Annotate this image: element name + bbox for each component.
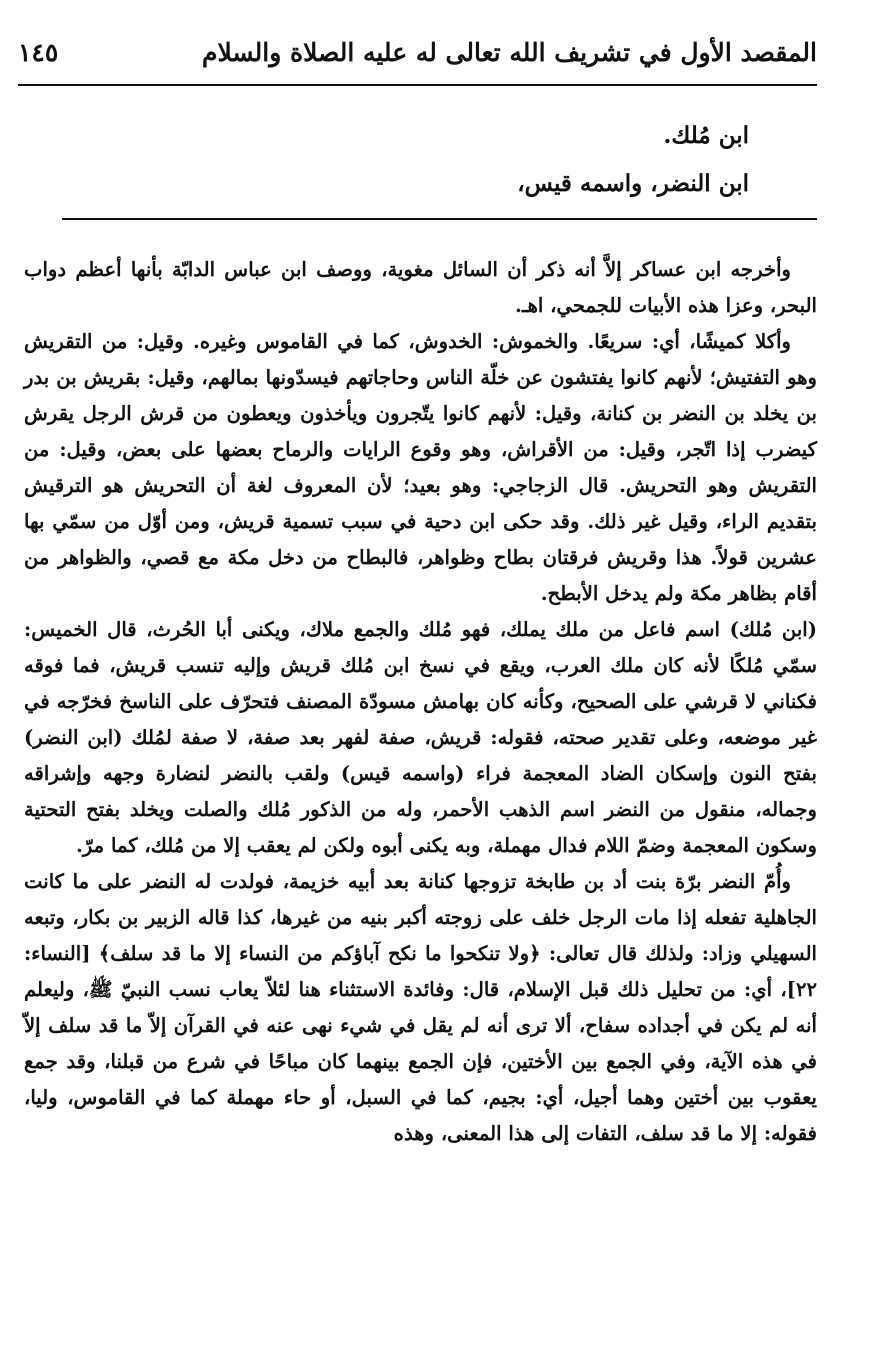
commentary-paragraph: وأخرجه ابن عساكر إلاَّ أنه ذكر أن السائل مغوية، ووصف ابن عباس الدابّة بأنها أعظم دواب البحر، وعزا هذه الأبيات للجمحي، اهـ. bbox=[24, 258, 817, 317]
quoted-term: (ابن النضر) bbox=[24, 726, 123, 749]
commentary-paragraph bbox=[24, 612, 817, 864]
commentary-span: اسم فاعل من ملك يملك، فهو مُلك والجمع ملاك، ويكنى أبا الحُرث، قال الخميس: سمّي مُلكًا لأنه كان ملك العرب، ويقع في نسخ ابن مُلك قريش وإليه تنسب قريش، فما فوقه فكناني لا قرشي على الصحيح، وكأنه كان بهامش مسودّة المصنف فتحرّف على الناسخ فخرّجه في غير موضعه، وعلى تقدير صحته، فقوله: قريش، صفة لفهر بعد صفة، لا صفة لمُلك bbox=[24, 618, 817, 749]
commentary-span: ولقب بالنضر لنضارة وجهه وإشراقه وجماله، منقول من النضر اسم الذهب الأحمر، وله من الذكور مُلك والصلت ويخلد بفتح التحتية وسكون المعجمة وضمّ اللام فدال مهملة، وبه يكنى أبوه ولكن لم يعقب إلا من مُلك، كما مرّ. bbox=[24, 762, 817, 857]
commentary-span: بفتح النون وإسكان الضاد المعجمة فراء bbox=[464, 762, 818, 785]
page-number: ١٤٥ bbox=[18, 38, 59, 67]
commentary-paragraph: وأكلا كميشًا، أي: سريعًا. والخموش: الخدوش، كما في القاموس وغيره. وقيل: من التقريش وهو التفتيش؛ لأنهم كانوا يفتشون عن خلّة الناس وحاجاتهم فيسدّونها بمالهم، وقيل: بقريش بن بدر بن يخلد بن النضر بن كنانة، وقيل: لأنهم كانوا يتّجرون ويأخذون ويعطون من قرش الرجل يقرش كيضرب إذا اتّجر، وقيل: من الأقراش، وهو وقوع الرايات والرماح بعضها على بعض، وقيل: من التقريش وهو التحريش. قال الزجاجي: وهو بعيد؛ لأن المعروف لغة أن التحريش هو الترقيش بتقديم الراء، وقيل غير ذلك. وقد حكى ابن دحية في سبب تسمية قريش، ومن أوّل من سمّي بها عشرين قولاً. هذا وقريش فرقتان بطاح وظواهر، فالبطاح من دخل مكة مع قصي، والظواهر من أقام بظاهر مكة ولم يدخل الأبطح. bbox=[24, 330, 817, 605]
commentary-text bbox=[24, 252, 817, 1152]
running-header bbox=[18, 34, 817, 86]
separator-line bbox=[62, 218, 817, 220]
main-text bbox=[517, 112, 749, 208]
header-title: المقصد الأول في تشريف الله تعالى له عليه الصلاة والسلام bbox=[201, 38, 817, 67]
main-text-line: ابن مُلك. bbox=[663, 122, 749, 149]
quoted-term: (واسمه قيس) bbox=[340, 762, 465, 785]
quoted-term: (ابن مُلك) bbox=[729, 618, 818, 641]
main-text-line: ابن النضر، واسمه قيس، bbox=[517, 170, 749, 197]
commentary-paragraph: وأُمّ النضر برّة بنت أد بن طابخة تزوجها كنانة بعد أبيه خزيمة، فولدت له النضر على ما كانت الجاهلية تفعله إذا مات الرجل خلف على زوجته أكبر بنيه من غيرها، كذا قاله الزبير بن بكار، وتبعه السهيلي وزاد: ولذلك قال تعالى: ﴿ولا تنكحوا ما نكح آباؤكم من النساء إلا ما قد سلف﴾ [النساء: ٢٢]، أي: من تحليل ذلك قبل الإسلام، قال: وفائدة الاستثناء هنا لئلاّ يعاب نسب النبيّ ﷺ، وليعلم أنه لم يكن في أجداده سفاح، ألا ترى أنه لم يقل في شيء نهى عنه في القرآن إلاّ ما قد سلف إلاّ في هذه الآية، وفي الجمع بين الأختين، فإن الجمع بينهما كان مباحًا في شرع من قبلنا، وقد جمع يعقوب بين أختين وهما أجيل، أي: بجيم، كما في السبل، أو حاء مهملة كما في القاموس، وليا، فقوله: إلا ما قد سلف، التفات إلى هذا المعنى، وهذه bbox=[24, 870, 817, 1145]
